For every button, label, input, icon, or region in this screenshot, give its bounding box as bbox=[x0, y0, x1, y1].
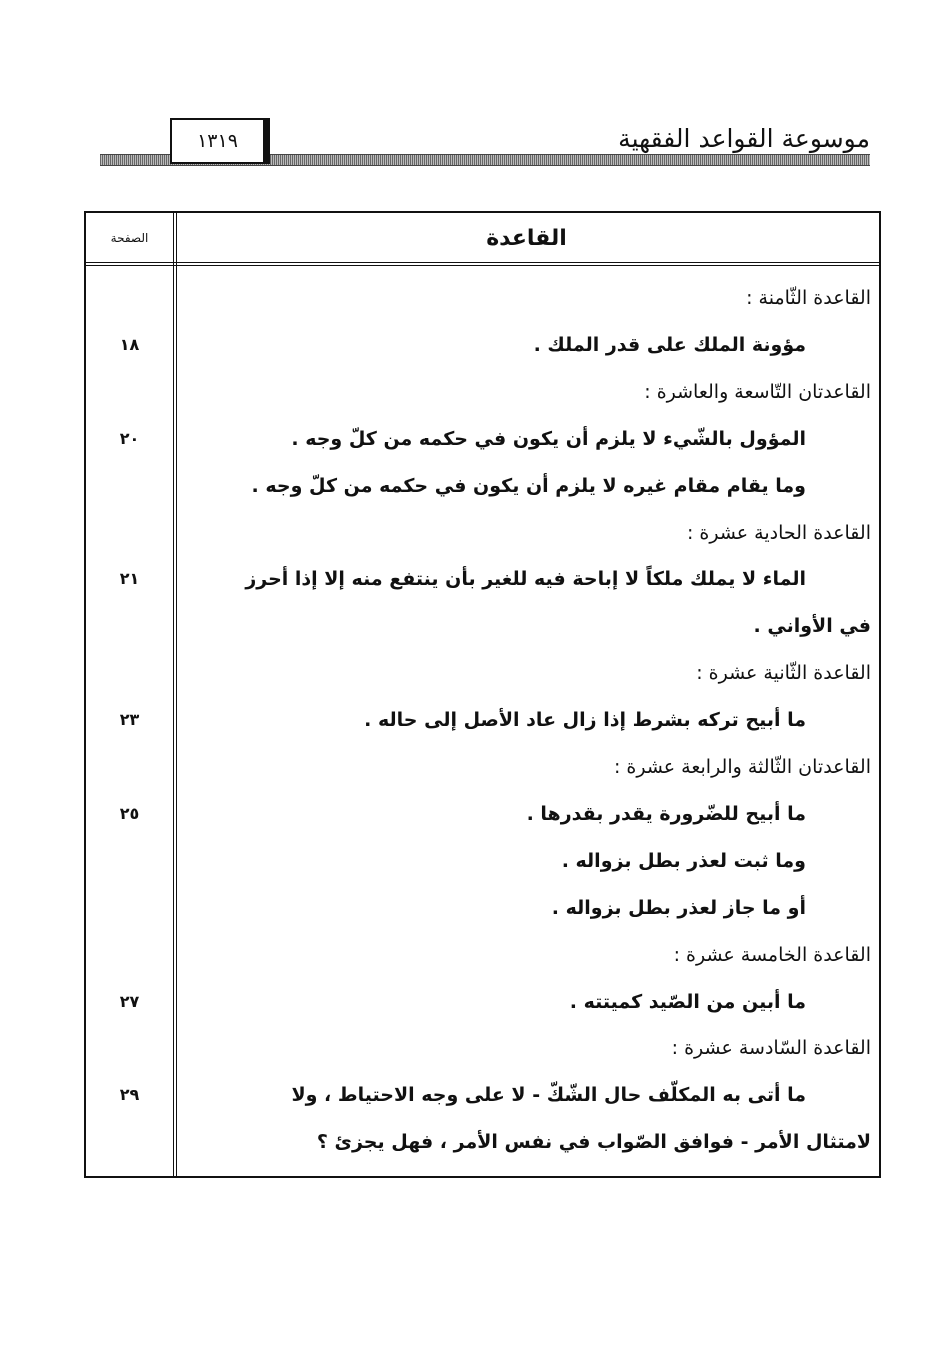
rule-text: مؤونة الملك على قدر الملك . bbox=[533, 333, 806, 356]
page-ref bbox=[86, 744, 173, 790]
page-ref bbox=[86, 932, 173, 978]
rule-heading: القاعدة السّادسة عشرة : bbox=[671, 1037, 871, 1060]
table-row bbox=[86, 1119, 881, 1165]
rule-text: ما أبيح للضّرورة يقدر بقدرها . bbox=[526, 802, 806, 825]
page-ref: ٢٣ bbox=[119, 710, 140, 730]
rule-text: الماء لا يملك ملكاً لا إباحة فيه للغير بأن ينتفع منه إلا إذا أحرز bbox=[245, 568, 806, 591]
book-title: موسوعة القواعد الفقهية bbox=[618, 124, 870, 153]
column-header-page: الصفحة bbox=[110, 231, 149, 245]
rule-heading: القاعدتان التّاسعة والعاشرة : bbox=[644, 380, 871, 403]
rule-text: المؤول بالشّيء لا يلزم أن يكون في حكمه من كلّ وجه . bbox=[291, 427, 806, 450]
page-header bbox=[100, 118, 870, 180]
table-row bbox=[86, 556, 881, 602]
page-ref bbox=[86, 1119, 173, 1165]
page-ref bbox=[86, 603, 173, 649]
page-ref: ٢١ bbox=[119, 569, 140, 589]
rule-text: أو ما جاز لعذر بطل بزواله . bbox=[551, 896, 806, 919]
table-row bbox=[86, 416, 881, 462]
table-row bbox=[86, 791, 881, 837]
table-row bbox=[86, 510, 881, 556]
table-row bbox=[86, 1072, 881, 1118]
page-ref bbox=[86, 463, 173, 509]
index-table bbox=[84, 211, 881, 1178]
page-ref: ٢٩ bbox=[119, 1085, 140, 1105]
rule-text: ما أتى به المكلّف حال الشّكّ - لا على وجه الاحتياط ، ولا bbox=[291, 1084, 806, 1107]
page-number: ١٣١٩ bbox=[197, 130, 238, 152]
table-row bbox=[86, 1025, 881, 1071]
page-ref bbox=[86, 369, 173, 415]
page-number-box bbox=[170, 118, 270, 164]
rule-text: وما يقام مقام غيره لا يلزم أن يكون في حكمه من كلّ وجه . bbox=[251, 474, 806, 497]
rule-text: لامتثال الأمر - فوافق الصّواب في نفس الأمر ، فهل يجزئ ؟ bbox=[316, 1131, 871, 1154]
table-row bbox=[86, 275, 881, 321]
rule-text: ما أبيح تركه بشرط إذا زال عاد الأصل إلى حاله . bbox=[364, 709, 806, 732]
page-ref bbox=[86, 1025, 173, 1071]
page-ref bbox=[86, 885, 173, 931]
page-ref bbox=[86, 650, 173, 696]
page-ref: ٢٠ bbox=[119, 428, 140, 448]
rule-heading: القاعدة الخامسة عشرة : bbox=[673, 943, 871, 966]
page-ref: ١٨ bbox=[119, 334, 140, 354]
page-ref bbox=[86, 275, 173, 321]
rule-heading: القاعدة الحادية عشرة : bbox=[686, 521, 871, 544]
table-row bbox=[86, 369, 881, 415]
table-row bbox=[86, 744, 881, 790]
rule-heading: القاعدة الثّامنة : bbox=[746, 287, 871, 309]
rule-text: في الأواني . bbox=[753, 615, 871, 638]
rule-text: ما أبين من الصّيد كميتته . bbox=[569, 990, 806, 1013]
page-ref: ٢٥ bbox=[119, 803, 140, 823]
table-row bbox=[86, 650, 881, 696]
rule-heading: القاعدة الثّانية عشرة : bbox=[696, 662, 871, 685]
table-row bbox=[86, 932, 881, 978]
table-row bbox=[86, 697, 881, 743]
rule-text: وما ثبت لعذر بطل بزواله . bbox=[561, 849, 806, 872]
rule-heading: القاعدتان الثّالثة والرابعة عشرة : bbox=[613, 756, 871, 778]
table-row bbox=[86, 322, 881, 368]
table-row bbox=[86, 979, 881, 1025]
page-ref: ٢٧ bbox=[119, 991, 140, 1011]
table-row bbox=[86, 885, 881, 931]
page-ref bbox=[86, 510, 173, 556]
table-row bbox=[86, 838, 881, 884]
table-row bbox=[86, 463, 881, 509]
table-row bbox=[86, 603, 881, 649]
column-header-rule: القاعدة bbox=[486, 225, 567, 251]
page-ref bbox=[86, 838, 173, 884]
